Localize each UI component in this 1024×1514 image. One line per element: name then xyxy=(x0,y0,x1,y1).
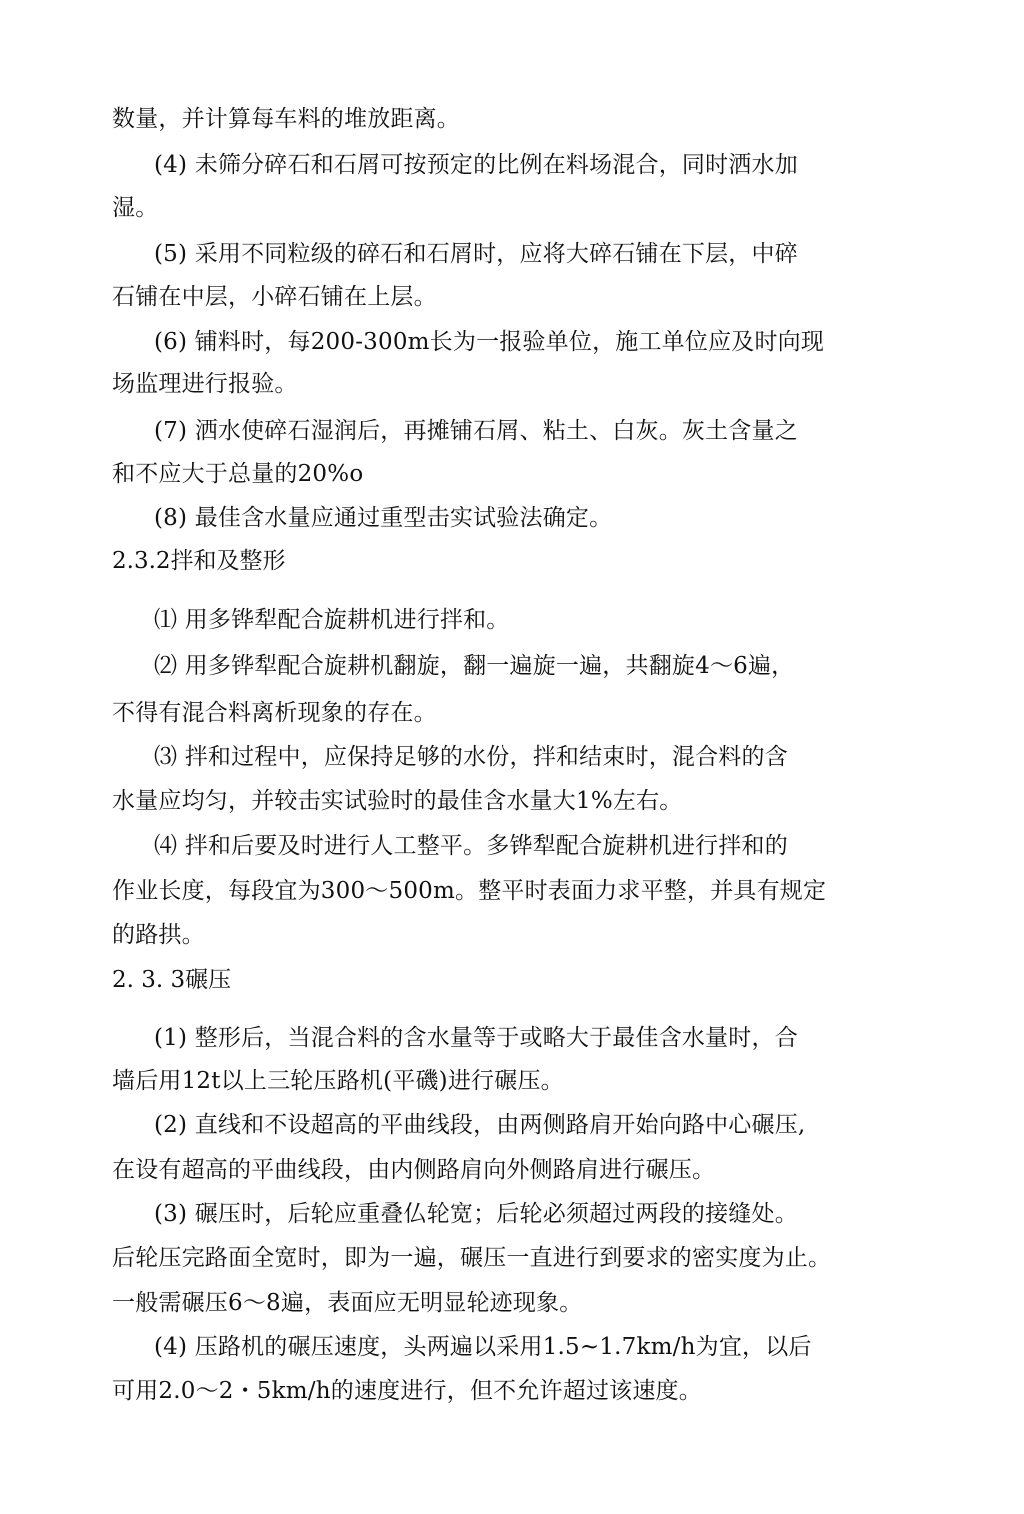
text-line: 湿。 xyxy=(112,195,159,221)
text-line: 和不应大于总量的20%o xyxy=(112,461,364,487)
list-item-3: ⑶ 拌和过程中，应保持足够的水份，拌和结束时，混合料的含 xyxy=(154,744,788,770)
text-line: 不得有混合料离析现象的存在。 xyxy=(112,700,437,726)
list-item-8: (8) 最佳含水量应通过重型击实试验法确定。 xyxy=(154,505,613,531)
list-item-7: (7) 洒水使碎石湿润后，再摊铺石屑、粘土、白灰。灰土含量之 xyxy=(154,418,798,444)
text-line: 可用2.0～2・5km/h的速度进行，但不允许超过该速度。 xyxy=(112,1378,702,1404)
list-item-5: (5) 采用不同粒级的碎石和石屑时，应将大碎石铺在下层，中碎 xyxy=(154,241,798,267)
list-item-4: (4) 压路机的碾压速度，头两遍以采用1.5~1.7km/h为宜，以后 xyxy=(154,1334,812,1360)
list-item-3: (3) 碾压时，后轮应重叠仏轮宽；后轮必须超过两段的接缝处。 xyxy=(154,1201,798,1227)
list-item-2: (2) 直线和不设超高的平曲线段，由两侧路肩开始向路中心碾压, xyxy=(154,1112,806,1138)
text-line: 墙后用12t以上三轮压路机(平磯)进行碾压。 xyxy=(112,1068,564,1094)
section-heading: 2. 3. 3碾压 xyxy=(112,967,232,993)
text-line: 水量应均匀，并较击实试验时的最佳含水量大1%左右。 xyxy=(112,788,683,814)
list-item-4: (4) 未筛分碎石和石屑可按预定的比例在料场混合，同时洒水加 xyxy=(154,152,798,178)
text-line: 场监理进行报验。 xyxy=(112,371,298,397)
text-line: 数量，并计算每车料的堆放距离。 xyxy=(112,106,460,132)
list-item-1: (1) 整形后，当混合料的含水量等于或略大于最佳含水量时，合 xyxy=(154,1025,798,1051)
list-item-1: ⑴ 用多铧犁配合旋耕机进行拌和。 xyxy=(154,607,510,633)
list-item-6: (6) 铺料时，每200-300m长为一报验单位，施工单位应及时向现 xyxy=(154,329,825,355)
text-line: 一般需碾压6～8遍，表面应无明显轮迹现象。 xyxy=(112,1290,583,1316)
text-line: 在设有超高的平曲线段，由内侧路肩向外侧路肩进行碾压。 xyxy=(112,1157,716,1183)
list-item-2: ⑵ 用多铧犁配合旋耕机翻旋，翻一遍旋一遍，共翻旋4～6遍， xyxy=(154,653,795,679)
text-line: 后轮压完路面全宽时，即为一遍，碾压一直进行到要求的密实度为止。 xyxy=(112,1245,832,1271)
text-line: 作业长度，每段宜为300～500m。整平时表面力求平整，并具有规定 xyxy=(112,878,827,904)
text-line: 石铺在中层，小碎石铺在上层。 xyxy=(112,284,437,310)
section-heading: 2.3.2拌和及整形 xyxy=(112,548,286,574)
text-line: 的路拱。 xyxy=(112,922,205,948)
list-item-4: ⑷ 拌和后要及时进行人工整平。多铧犁配合旋耕机进行拌和的 xyxy=(154,833,788,859)
